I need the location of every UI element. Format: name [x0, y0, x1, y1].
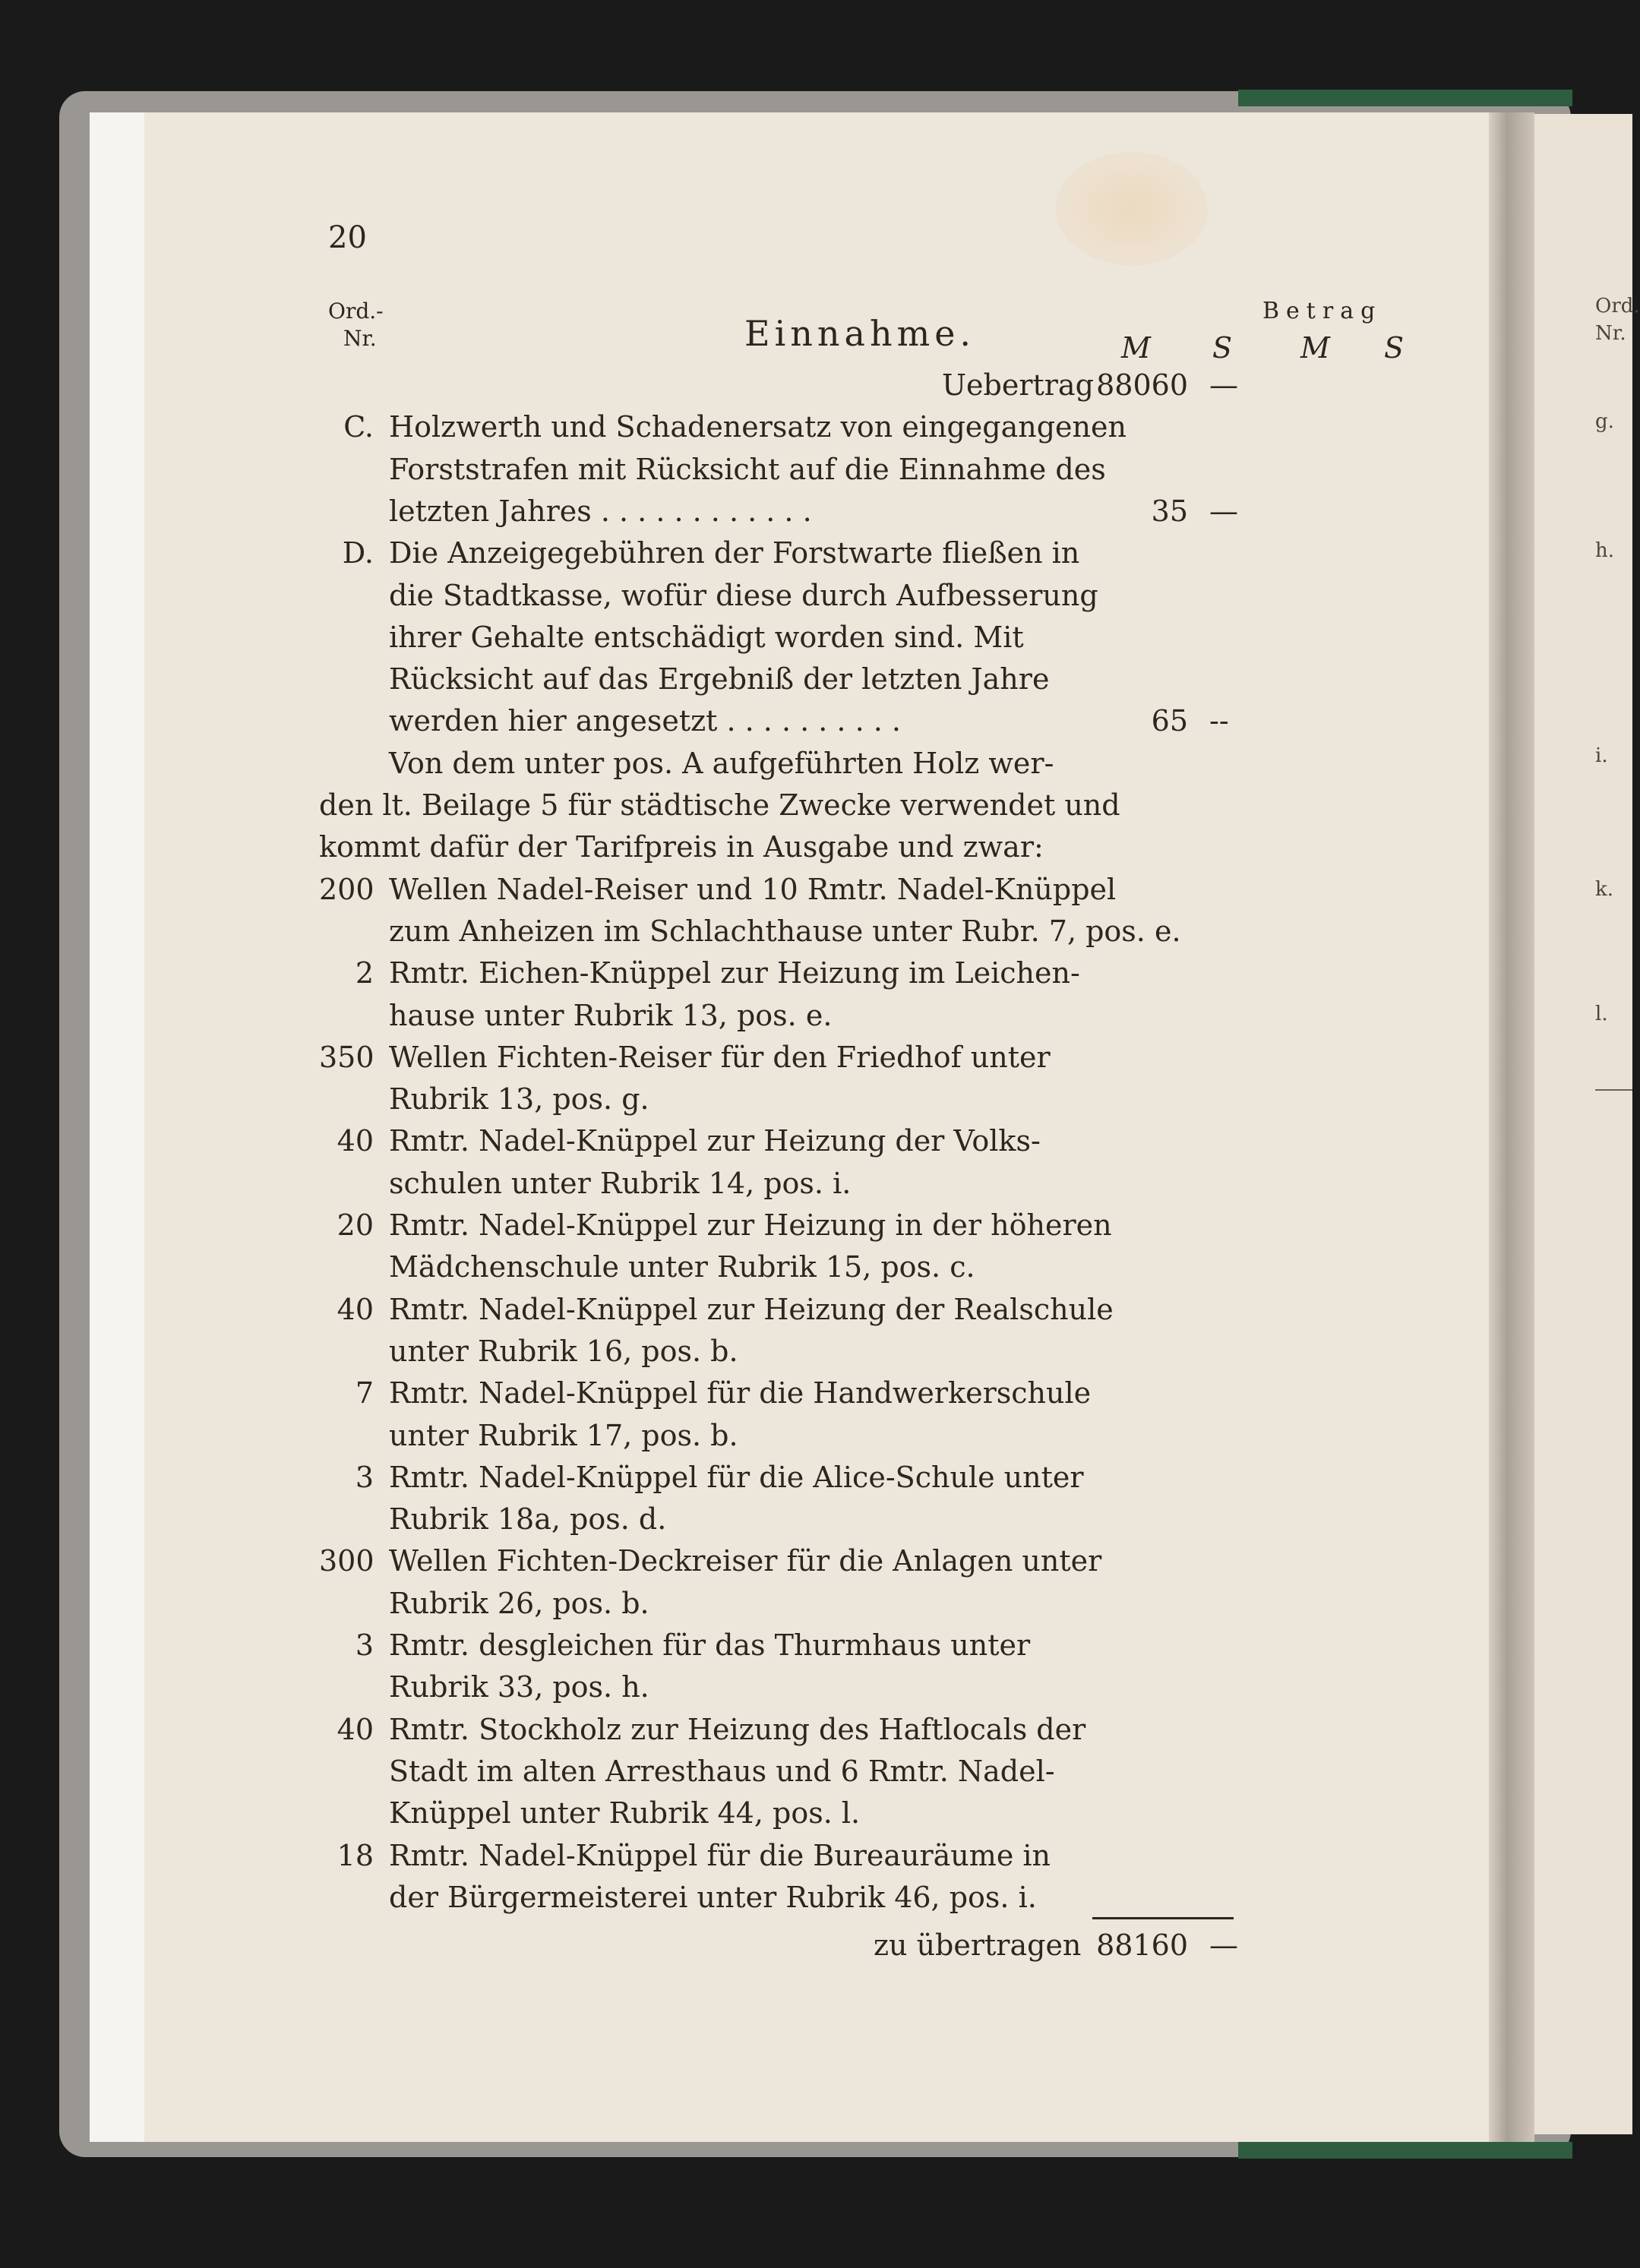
right-page-mark: g. — [1595, 410, 1614, 433]
betrag-header: Betrag — [1262, 298, 1382, 324]
row-text: Rubrik 26, pos. b. — [389, 1586, 649, 1620]
nr-label: Nr. — [343, 326, 377, 351]
row-text: Mädchenschule unter Rubrik 15, pos. c. — [389, 1250, 975, 1284]
row-number: 40 — [337, 1124, 374, 1158]
row-text: Knüppel unter Rubrik 44, pos. l. — [389, 1796, 861, 1831]
row-number: 20 — [337, 1208, 374, 1242]
row-text: letzten Jahres . . . . . . . . . . . . — [389, 494, 812, 528]
row-text: Rmtr. Nadel-Knüppel zur Heizung der Volks- — [389, 1124, 1041, 1158]
unit-pfennig: S — [1212, 331, 1233, 365]
row-text: Wellen Fichten-Deckreiser für die Anlagen unter — [389, 1544, 1102, 1578]
row-number: 40 — [337, 1712, 374, 1746]
right-page-mark: l. — [1595, 1003, 1608, 1025]
row-pfennig-dash: — — [1209, 494, 1238, 528]
row-text: ihrer Gehalte entschädigt worden sind. Mit — [389, 620, 1024, 654]
row-text: der Bürgermeisterei unter Rubrik 46, pos. i. — [389, 1880, 1037, 1914]
row-amount: 35 — [1151, 494, 1188, 528]
row-amount: 88060 — [1096, 368, 1188, 402]
row-number: 18 — [337, 1838, 374, 1872]
row-amount: 65 — [1151, 704, 1188, 738]
carried-over-label: Uebertrag — [942, 368, 1094, 402]
row-number: 3 — [355, 1460, 374, 1494]
row-text: unter Rubrik 17, pos. b. — [389, 1418, 738, 1452]
row-text: Rmtr. desgleichen für das Thurmhaus unter — [389, 1628, 1031, 1662]
right-page-nr-label: Nr. — [1595, 322, 1626, 345]
row-text: Rubrik 18a, pos. d. — [389, 1502, 667, 1537]
row-number: 350 — [319, 1040, 374, 1074]
carry-forward-label: zu übertragen — [874, 1928, 1082, 1962]
row-text: Wellen Nadel-Reiser und 10 Rmtr. Nadel-Knüppel — [389, 872, 1117, 906]
row-pfennig-dash: -- — [1209, 704, 1229, 738]
unit-mark: M — [1300, 331, 1330, 365]
row-text: Rmtr. Stockholz zur Heizung des Haftlocals der — [389, 1712, 1086, 1746]
row-text: kommt dafür der Tarifpreis in Ausgabe und zwar: — [319, 830, 1044, 864]
row-text: Stadt im alten Arresthaus und 6 Rmtr. Nadel- — [389, 1754, 1055, 1788]
right-page-mark: k. — [1595, 878, 1614, 901]
row-text: Rubrik 13, pos. g. — [389, 1082, 649, 1117]
row-text: Rmtr. Eichen-Knüppel zur Heizung im Leichen- — [389, 956, 1080, 990]
carry-forward-dash: — — [1209, 1928, 1238, 1962]
row-text: Rubrik 33, pos. h. — [389, 1670, 649, 1704]
right-page-mark: i. — [1595, 744, 1608, 767]
row-number: 2 — [355, 956, 374, 990]
row-text: den lt. Beilage 5 für städtische Zwecke verwendet und — [319, 788, 1120, 822]
row-text: schulen unter Rubrik 14, pos. i. — [389, 1166, 852, 1200]
sum-rule — [1092, 1917, 1234, 1919]
row-pfennig-dash: — — [1209, 368, 1238, 402]
row-text: Wellen Fichten-Reiser für den Friedhof unter — [389, 1040, 1051, 1074]
page-edge — [90, 112, 144, 2142]
right-page-rule — [1595, 1089, 1632, 1091]
page-number: 20 — [328, 220, 367, 255]
row-text: Rmtr. Nadel-Knüppel für die Alice-Schule unter — [389, 1460, 1084, 1494]
carry-forward-amount: 88160 — [1096, 1928, 1188, 1962]
row-text: Holzwerth und Schadenersatz von eingegangenen — [389, 410, 1127, 444]
row-text: zum Anheizen im Schlachthause unter Rubr. 7, pos. e. — [389, 914, 1181, 948]
unit-pfennig: S — [1384, 331, 1405, 365]
row-number: 200 — [319, 872, 374, 906]
ord-label: Ord.- — [328, 299, 384, 324]
row-text: werden hier angesetzt . . . . . . . . . . — [389, 704, 901, 738]
row-text: unter Rubrik 16, pos. b. — [389, 1334, 738, 1368]
row-number: D. — [342, 536, 374, 570]
row-text: Forststrafen mit Rücksicht auf die Einnahme des — [389, 452, 1106, 486]
right-page — [1534, 114, 1632, 2134]
right-page-ord-label: Ord. — [1595, 295, 1640, 317]
row-text: Rmtr. Nadel-Knüppel für die Bureauräume in — [389, 1838, 1051, 1872]
row-text: Rücksicht auf das Ergebniß der letzten Jahre — [389, 662, 1050, 697]
row-text: Von dem unter pos. A aufgeführten Holz wer- — [389, 746, 1054, 780]
row-text: Rmtr. Nadel-Knüppel zur Heizung der Realschule — [389, 1292, 1114, 1326]
ord-nr-header — [328, 298, 384, 352]
row-number: 3 — [355, 1628, 374, 1662]
row-text: die Stadtkasse, wofür diese durch Aufbesserung — [389, 578, 1098, 612]
right-page-mark: h. — [1595, 539, 1615, 562]
page-stain — [1056, 152, 1208, 266]
row-number: C. — [343, 410, 374, 444]
unit-mark: M — [1121, 331, 1151, 365]
row-text: Die Anzeigegebühren der Forstwarte fließen in — [389, 536, 1080, 570]
row-number: 300 — [319, 1544, 374, 1578]
row-text: hause unter Rubrik 13, pos. e. — [389, 998, 833, 1032]
section-title: Einnahme. — [744, 313, 976, 354]
row-number: 7 — [355, 1376, 374, 1410]
row-number: 40 — [337, 1292, 374, 1326]
cover-edge-bottom — [1238, 2142, 1572, 2159]
row-text: Rmtr. Nadel-Knüppel zur Heizung in der höheren — [389, 1208, 1112, 1242]
row-text: Rmtr. Nadel-Knüppel für die Handwerkerschule — [389, 1376, 1092, 1410]
book-gutter — [1489, 112, 1534, 2142]
cover-edge-top — [1238, 90, 1572, 106]
